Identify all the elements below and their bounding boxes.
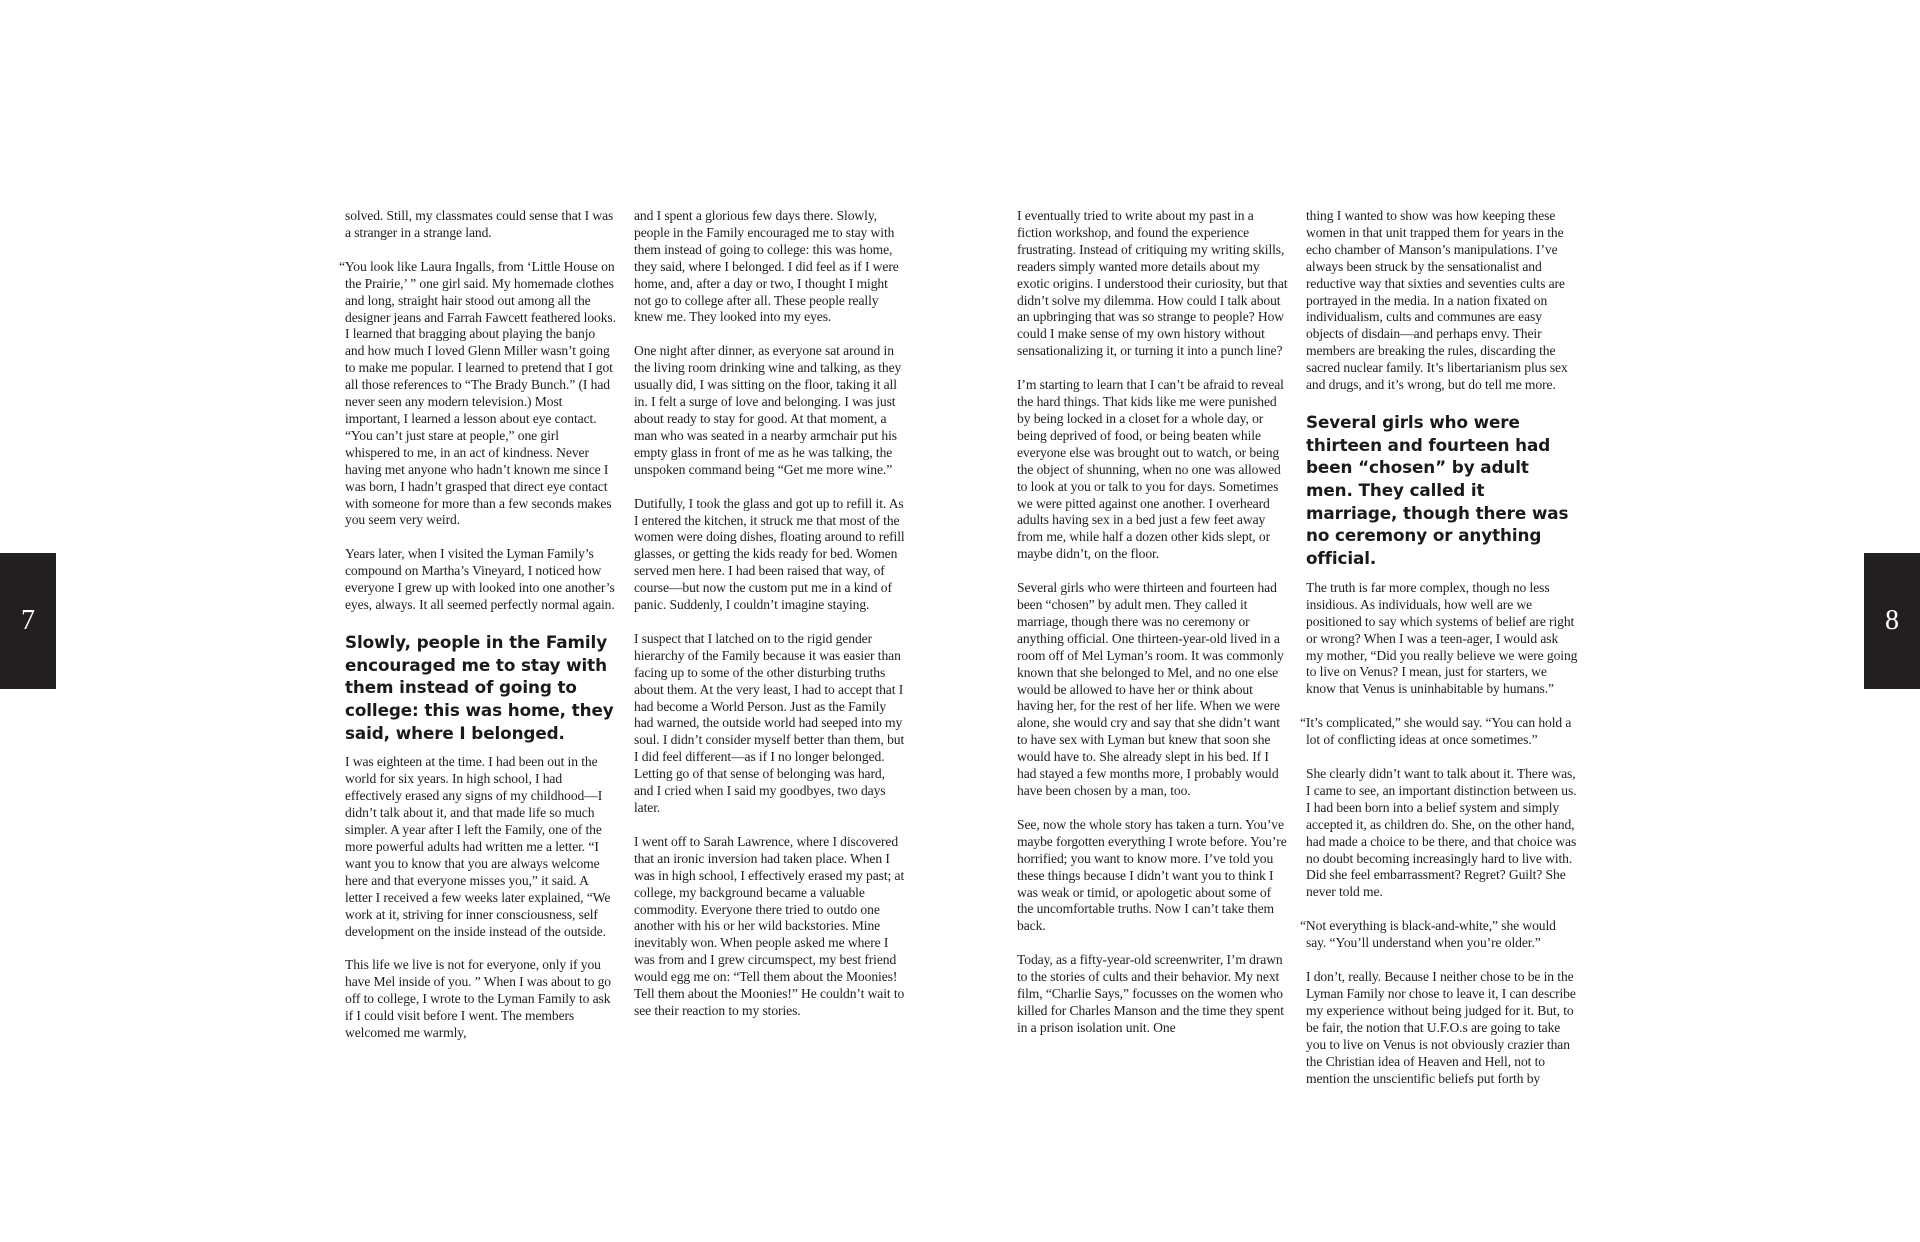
paragraph: Dutifully, I took the glass and got up to refill it. As I entered the kitchen, it struck me that most of the women were doing dishes, floating around to refill glasses, or getting the kids ready for bed. Women served men here. I had been raised that way, of course—but now the custom put me in a kind of panic. Suddenly, I couldn’t imagine staying.: [634, 495, 905, 613]
paragraph: I went off to Sarah Lawrence, where I discovered that an ironic inversion had taken place. When I was in high school, I effectively erased my past; at college, my background became a valuable commodity. Everyone there tried to outdo one another with his or her wild backstories. Mine inevitably won. When people asked me where I was from and I grew circumspect, my best friend would egg me on: “Tell them about the Moonies! Tell them about the Moonies!” He couldn’t wait to see their reaction to my stories.: [634, 833, 905, 1018]
paragraph: This life we live is not for everyone, only if you have Mel inside of you. ” When I was about to go off to college, I wrote to the Lyman Family to ask if I could visit before I went. The members welcomed me warmly,: [345, 957, 612, 1041]
paragraph: Today, as a fifty-year-old screenwriter, I’m drawn to the stories of cults and their behavior. My next film, “Charlie Says,” focusses on the women who killed for Charles Manson and the time they spent in a prison isolation unit. One: [1017, 952, 1284, 1035]
pull-quote: Slowly, people in the Family encouraged me to stay with them instead of going to college: this was home, they said, where I belonged.: [345, 631, 614, 743]
page-number-right: 8: [1885, 605, 1899, 636]
text-column-3: [1017, 208, 1289, 1054]
paragraph: I was eighteen at the time. I had been out in the world for six years. In high school, I had effectively erased any signs of my childhood—I didn’t talk about it, and that made life so much simpler. A year after I left the Family, one of the more powerful adults had written me a letter. “I want you to know that you are always welcome here and that everyone misses you,” it said. A letter I received a few weeks later explained, “We work at it, striving for inner consciousness, self development on the inside instead of the outside.: [345, 754, 611, 939]
paragraph: I suspect that I latched on to the rigid gender hierarchy of the Family because it was easier than facing up to some of the other disturbing truths about them. At the very least, I had to accept that I had become a World Person. Just as the Family had warned, the outside world had seeped into my soul. I didn’t consider myself better than them, but I did feel different—as if I no longer belonged. Letting go of that sense of belonging was hard, and I cried when I said my goodbyes, two days later.: [634, 630, 905, 815]
paragraph: I eventually tried to write about my past in a fiction workshop, and found the experience frustrating. Instead of critiquing my writing skills, readers simply wanted more details about my exotic origins. I understood their curiosity, but that didn’t solve my dilemma. How could I talk about an upbringing that was so strange to people? How could I make sense of my own history without sensationalizing it, or turning it into a punch line?: [1017, 208, 1288, 359]
text-column-2: [634, 208, 906, 1037]
page-number-left: 7: [21, 605, 35, 636]
paragraph: “You look like Laura Ingalls, from ‘Little House on the Prairie,’ ” one girl said. My homemade clothes and long, straight hair stood out among all the designer jeans and Farrah Fawcett feathered looks. I learned that bragging about playing the banjo and how much I loved Glenn Miller wasn’t going to make me popular. I learned to pretend that I got all those references to “The Brady Bunch.” (I had never seen any modern television.) Most important, I learned a lesson about eye contact. “You can’t just stare at people,” one girl whispered to me, in an act of kindness. Never having met anyone who hadn’t known me since I was born, I hadn’t grasped that direct eye contact with someone for more than a few seconds makes you seem very weird.: [339, 258, 616, 528]
text-column-4: [1300, 208, 1578, 1104]
paragraph: See, now the whole story has taken a turn. You’ve maybe forgotten everything I wrote before. You’re horrified; you want to know more. I’ve told you these things because I didn’t want you to think I was weak or timid, or apologetic about some of the uncomfortable truths. Now I can’t take them back.: [1017, 816, 1287, 934]
text-column-1: [339, 208, 617, 1059]
paragraph: “It’s complicated,” she would say. “You can hold a lot of conflicting ideas at once sometimes.”: [1300, 715, 1572, 748]
paragraph: The truth is far more complex, though no less insidious. As individuals, how well are we positioned to say which systems of belief are right or wrong? When I was a teen-ager, I would ask my mother, “Did you really believe we were going to live on Venus? I mean, just for starters, we know that Venus is uninhabitable by humans.”: [1306, 579, 1578, 697]
paragraph: “Not everything is black-and-white,” she would say. “You’ll understand when you’re older.”: [1300, 918, 1556, 951]
paragraph: One night after dinner, as everyone sat around in the living room drinking wine and talking, as they usually did, I was sitting on the floor, taking it all in. I felt a surge of love and belonging. I was just about ready to stay for good. At that moment, a man who was seated in a nearby armchair put his empty glass in front of me as he was talking, the unspoken command being “Get me more wine.”: [634, 343, 902, 477]
paragraph: thing I wanted to show was how keeping these women in that unit trapped them for years in the echo chamber of Manson’s manipulations. I’ve always been struck by the sensationalist and reductive way that sixties and seventies cults are portrayed in the media. In a nation fixated on individualism, cults and communes are easy objects of disdain—and perhaps envy. Their members are breaking the rules, discarding the sacred nuclear family. It’s libertarianism plus sex and drugs, and it’s wrong, but do tell me more.: [1306, 208, 1568, 393]
paragraph: I’m starting to learn that I can’t be afraid to reveal the hard things. That kids like me were punished by being locked in a closet for a whole day, or being deprived of food, or being beaten while everyone else was brought out to watch, or being the object of shunning, when no one was allowed to look at you or talk to you for days. Sometimes we were pitted against one another. I overheard adults having sex in a bed just a few feet away from me, while half a dozen other kids slept, or maybe didn’t, on the floor.: [1017, 377, 1284, 562]
page-number-tab-left: [0, 553, 56, 689]
paragraph: and I spent a glorious few days there. Slowly, people in the Family encouraged me to stay with them instead of going to college: this was home, they said, where I belonged. I did feel as if I were home, and, after a day or two, I thought I might not go to college after all. These people really knew me. They looked into my eyes.: [634, 208, 899, 325]
paragraph: Several girls who were thirteen and fourteen had been “chosen” by adult men. They called it marriage, though there was no ceremony or anything official. One thirteen-year-old lived in a room off of Mel Lyman’s room. It was commonly known that she belonged to Mel, and no one else would be allowed to have her or think about having her, for the rest of her life. When we were alone, she would cry and say that she didn’t want to have sex with Lyman but knew that soon she would have to. She already slept in his bed. If I had stayed a few months more, I probably would have been chosen by a man, too.: [1017, 580, 1284, 798]
page-number-tab-right: [1864, 553, 1920, 689]
paragraph: She clearly didn’t want to talk about it. There was, I came to see, an important distinction between us. I had been born into a belief system and simply accepted it, as children do. She, on the other hand, had made a choice to be there, and that choice was no doubt becoming increasingly hard to live with. Did she feel embarrassment? Regret? Guilt? She never told me.: [1306, 766, 1577, 900]
paragraph: Years later, when I visited the Lyman Family’s compound on Martha’s Vineyard, I noticed how everyone I grew up with looked into one another’s eyes, always. It all seemed perfectly normal again.: [345, 546, 615, 613]
pull-quote: Several girls who were thirteen and fourteen had been “chosen” by adult men. They called it marriage, though there was no ceremony or anything official.: [1306, 411, 1569, 569]
paragraph: I don’t, really. Because I neither chose to be in the Lyman Family nor chose to leave it, I can describe my experience without being judged for it. But, to be fair, the notion that U.F.O.s are going to take you to live on Venus is not obviously crazier than the Christian idea of Heaven and Hell, not to mention the unscientific beliefs put forth by: [1306, 969, 1576, 1086]
paragraph: solved. Still, my classmates could sense that I was a stranger in a strange land.: [345, 208, 614, 240]
